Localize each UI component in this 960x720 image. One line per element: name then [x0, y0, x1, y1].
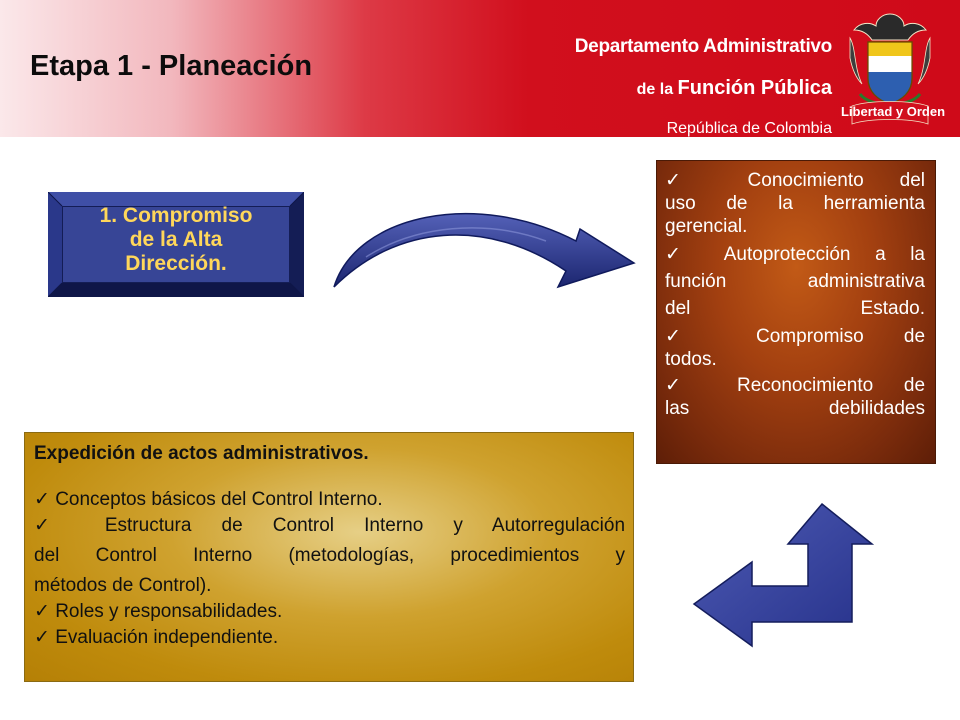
list-item-line: ✓ Autoprotección a la: [665, 244, 925, 265]
department-name-line1: Departamento Administrativo: [574, 36, 832, 57]
checkmark-icon: ✓: [34, 515, 75, 536]
checkmark-icon: ✓: [34, 627, 50, 648]
list-item-line: función administrativa: [665, 271, 925, 292]
list-item: [34, 513, 625, 599]
return-arrow-icon: [690, 500, 876, 650]
list-item-line: métodos de Control).: [34, 575, 212, 596]
list-item-line: del Estado.: [665, 298, 925, 319]
checkmark-icon: ✓: [34, 601, 50, 622]
checkmark-icon: ✓: [665, 326, 716, 347]
checkmark-icon: ✓: [34, 489, 50, 510]
department-function-name: Función Pública: [677, 77, 832, 99]
list-item: [34, 487, 625, 513]
list-item: [665, 169, 925, 238]
list-item-line: ✓ Roles y responsabilidades.: [34, 601, 283, 622]
list-item: [665, 374, 925, 420]
department-name-line2: [554, 77, 832, 100]
step-title: [62, 204, 290, 276]
list-item: [34, 599, 625, 625]
list-item-line: ✓ Reconocimiento de: [665, 375, 926, 396]
list-item-line: del Control Interno (metodologías, procedimientos y: [34, 545, 625, 566]
list-item: [34, 625, 625, 651]
bottom-actions-box: [24, 432, 634, 682]
list-item-line: ✓ Evaluación independiente.: [34, 627, 279, 648]
step-title-line: de la Alta: [129, 228, 223, 251]
country-name: República de Colombia: [666, 120, 832, 137]
checkmark-icon: ✓: [665, 375, 707, 396]
list-item-line: ✓ Estructura de Control Interno y Autorregulación: [34, 515, 626, 536]
list-item-line: ✓ Conceptos básicos del Control Interno.: [34, 489, 383, 510]
right-benefits-box: [656, 160, 936, 464]
step-title-line: Dirección.: [125, 252, 227, 275]
curved-arrow-icon: [326, 195, 638, 295]
list-item: [665, 243, 925, 320]
section-heading: Expedición de actos administrativos.: [34, 443, 369, 464]
national-motto: Libertad y Orden: [840, 104, 946, 119]
step-title-line: 1. Compromiso: [99, 204, 253, 227]
list-item-line: todos.: [665, 349, 717, 370]
checkmark-icon: ✓: [665, 170, 712, 191]
checkmark-icon: ✓: [665, 244, 701, 265]
list-item-line: uso de la herramienta: [665, 193, 925, 214]
department-prefix: de la: [636, 81, 674, 98]
list-item-line: ✓ Compromiso de: [665, 326, 926, 347]
list-item-line: gerencial.: [665, 216, 748, 237]
list-item: [665, 325, 925, 371]
page-title: Etapa 1 - Planeación: [30, 50, 313, 82]
list-item-line: las debilidades: [665, 398, 925, 419]
step-box: [48, 192, 304, 297]
list-item-line: ✓ Conocimiento del: [665, 170, 926, 191]
